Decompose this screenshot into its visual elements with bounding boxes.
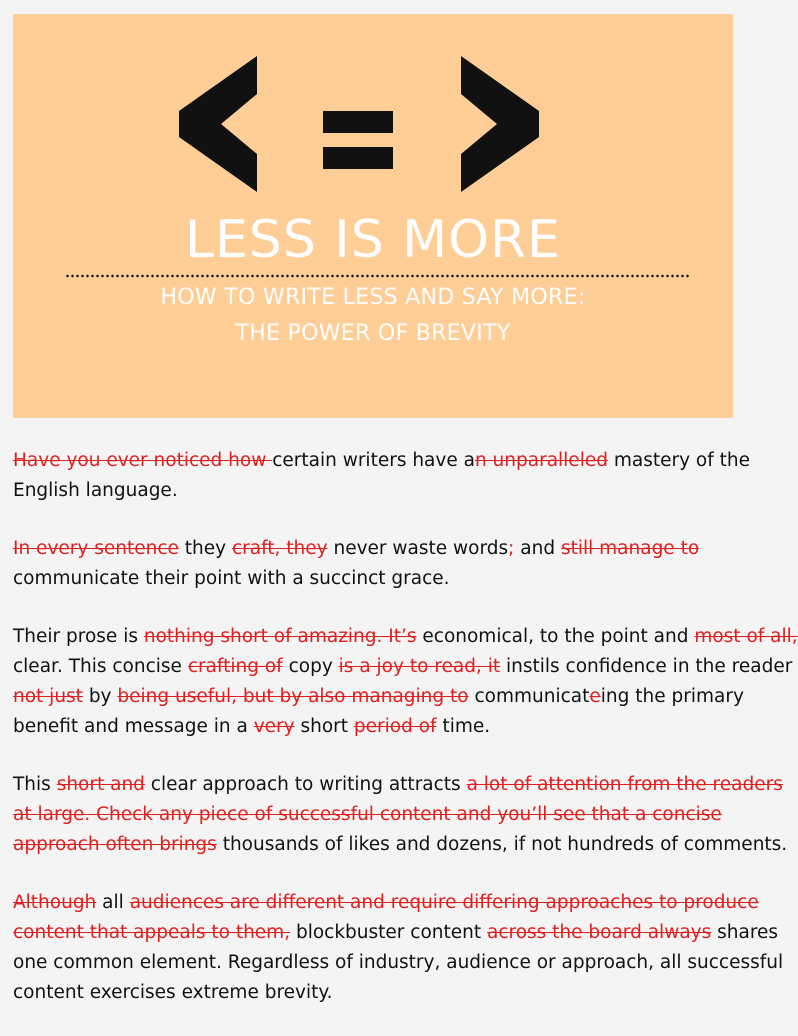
text-line xyxy=(13,622,798,652)
text-line xyxy=(13,800,733,830)
body-text: communicate their point with a succinct grace. xyxy=(13,568,450,589)
body-text: never waste words xyxy=(327,538,509,559)
text-line xyxy=(13,564,733,594)
deleted-text: still manage to xyxy=(560,538,700,559)
text-line xyxy=(13,770,783,800)
paragraph xyxy=(13,534,733,594)
body-text: clear approach to writing attracts xyxy=(144,774,467,795)
body-text: blockbuster content xyxy=(290,922,487,943)
body-text: instils confidence in the reader xyxy=(500,656,793,677)
deleted-text: at large. Check any piece of successful content and you’ll see that a concise xyxy=(13,804,722,825)
deleted-text: e xyxy=(589,686,601,707)
deleted-text: Although xyxy=(13,892,97,913)
body-text: Their prose is xyxy=(13,626,144,647)
article-body xyxy=(13,446,798,1036)
deleted-text: very xyxy=(253,716,295,737)
body-text: all xyxy=(96,892,130,913)
banner-subtitle-line-2: THE POWER OF BREVITY xyxy=(235,321,511,346)
deleted-text: short and xyxy=(56,774,145,795)
deleted-text: craft, they xyxy=(231,538,328,559)
deleted-text: is a joy to read, it xyxy=(338,656,501,677)
text-line xyxy=(13,446,750,476)
text-line xyxy=(13,652,793,682)
body-text: certain writers have a xyxy=(272,450,475,471)
text-line xyxy=(13,948,784,978)
paragraph xyxy=(13,622,798,742)
body-text: and xyxy=(514,538,561,559)
deleted-text: In every sentence xyxy=(13,538,179,559)
body-text: by xyxy=(82,686,118,707)
deleted-text: a lot of attention from the readers xyxy=(466,774,783,795)
less-than-symbol xyxy=(179,56,257,192)
banner-subtitle-line-1: HOW TO WRITE LESS AND SAY MORE: xyxy=(160,285,586,310)
body-text: This xyxy=(13,774,57,795)
deleted-text: crafting of xyxy=(187,656,283,677)
deleted-text: not just xyxy=(13,686,83,707)
deleted-text: period of xyxy=(353,716,437,737)
deleted-text: most of all, xyxy=(694,626,798,647)
text-line xyxy=(13,712,733,742)
equals-top-bar xyxy=(323,111,393,133)
text-line xyxy=(13,534,733,564)
body-text: time. xyxy=(436,716,491,737)
text-line xyxy=(13,978,733,1008)
body-text: they xyxy=(178,538,232,559)
paragraph xyxy=(13,446,750,506)
deleted-text: Have you ever noticed how xyxy=(13,450,273,471)
paragraph xyxy=(13,770,788,860)
paragraph xyxy=(13,888,784,1008)
text-line xyxy=(13,830,788,860)
body-text: thousands of likes and dozens, if not hundreds of comments. xyxy=(216,834,788,855)
deleted-text: being useful, but by also managing to xyxy=(117,686,469,707)
deleted-text: nothing short of amazing. It’s xyxy=(143,626,417,647)
text-line xyxy=(13,918,779,948)
equals-bottom-bar xyxy=(323,147,393,169)
body-text: content exercises extreme brevity. xyxy=(13,982,333,1003)
body-text: communicat xyxy=(468,686,590,707)
deleted-text: n unparalleled xyxy=(474,450,608,471)
dotted-divider xyxy=(65,274,689,278)
body-text: mastery of the xyxy=(607,450,750,471)
body-text: benefit and message in a xyxy=(13,716,254,737)
text-line xyxy=(13,476,733,506)
body-text: ing the primary xyxy=(600,686,744,707)
deleted-text: audiences are different and require differing approaches to produce xyxy=(129,892,759,913)
body-text: shares xyxy=(711,922,779,943)
text-line xyxy=(13,888,759,918)
greater-than-symbol xyxy=(461,56,539,192)
text-line xyxy=(13,682,744,712)
deleted-text: content that appeals to them, xyxy=(13,922,291,943)
deleted-text: approach often brings xyxy=(13,834,217,855)
hero-banner xyxy=(13,14,733,418)
deleted-text: across the board always xyxy=(486,922,712,943)
body-text: one common element. Regardless of industry, audience or approach, all successful xyxy=(13,952,784,973)
body-text: short xyxy=(294,716,354,737)
banner-headline: LESS IS MORE xyxy=(184,210,562,270)
body-text: economical, to the point and xyxy=(416,626,695,647)
body-text: English language. xyxy=(13,480,178,501)
body-text: clear. This concise xyxy=(13,656,188,677)
body-text: copy xyxy=(282,656,339,677)
inserted-text: ; xyxy=(508,538,515,559)
